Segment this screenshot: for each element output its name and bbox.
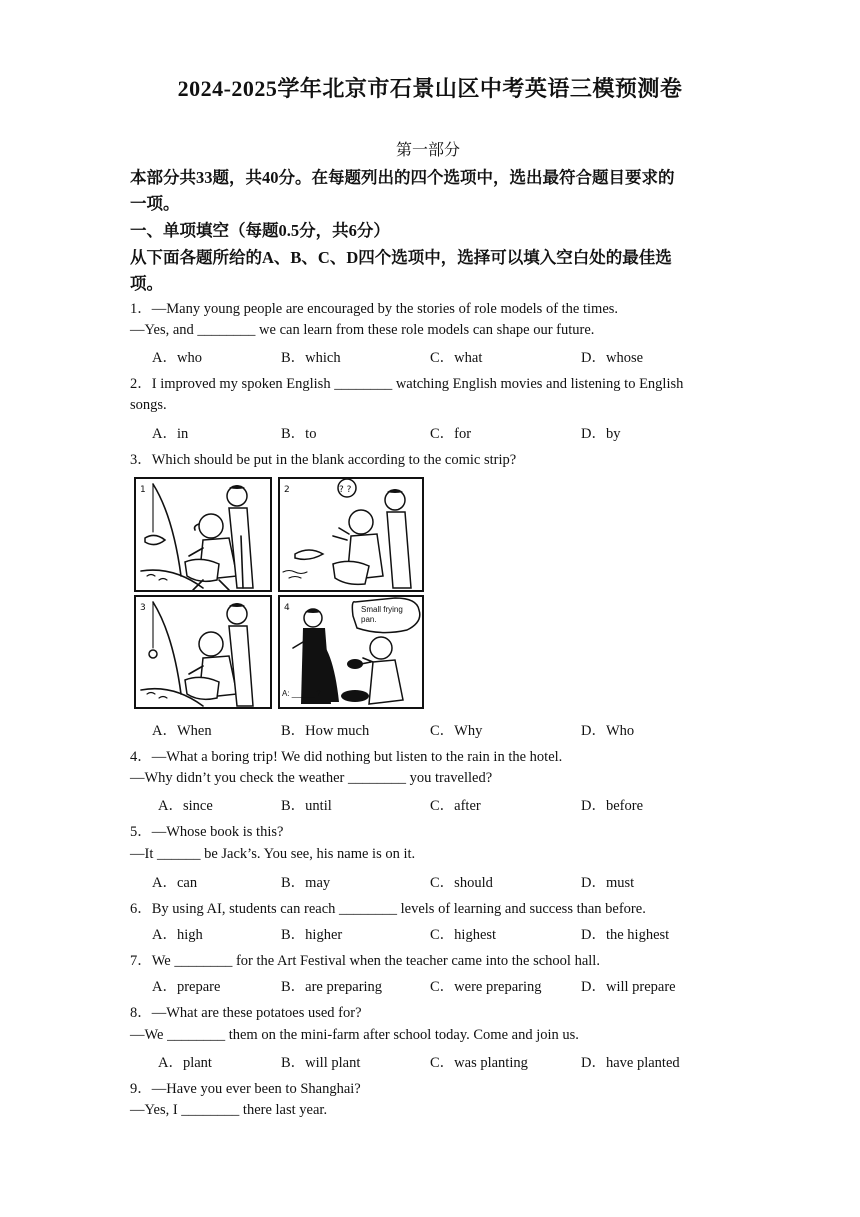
question-6-line-1: 6．By using AI, students can reach ________ levels of learning and success than before.: [130, 901, 646, 917]
comic-bubble-line-2: pan.: [361, 615, 377, 624]
question-5-option-c: C．should: [430, 875, 493, 891]
question-7-option-b: B．are preparing: [281, 979, 383, 995]
comic-question-marks: ? ?: [339, 485, 352, 495]
question-4-option-a: A．since: [158, 798, 213, 814]
comic-bubble-line-1: Small frying: [361, 605, 403, 614]
question-1-line-1: 1．—Many young people are encouraged by the stories of role models of the times.: [130, 301, 619, 317]
question-3-option-a: A．When: [152, 723, 212, 739]
question-3-option-d: D．Who: [581, 723, 635, 739]
comic-panel-1: [135, 478, 271, 591]
section-instruction-line-1: 从下面各题所给的A、B、C、D四个选项中，选择可以填入空白处的最佳选: [130, 248, 672, 267]
question-8-line-2: —We ________ them on the mini-farm after school today. Come and join us.: [130, 1027, 579, 1043]
question-7-line-1: 7．We ________ for the Art Festival when the teacher came into the school hall.: [130, 953, 600, 969]
question-3-line-1: 3．Which should be put in the blank according to the comic strip?: [130, 452, 517, 468]
question-8-option-c: C．was planting: [430, 1055, 528, 1071]
comic-caption: A: _____ ?: [282, 689, 321, 698]
question-6-option-b: B．higher: [281, 927, 343, 943]
question-4-line-2: —Why didn’t you check the weather ________ you travelled?: [130, 770, 493, 786]
question-2-option-a: A．in: [152, 426, 189, 442]
part-intro-line-1: 本部分共33题，共40分。在每题列出的四个选项中，选出最符合题目要求的: [130, 168, 675, 187]
comic-panel-number-1: 1: [140, 485, 146, 495]
question-1-line-2: —Yes, and ________ we can learn from these role models can shape our future.: [130, 322, 595, 338]
question-9-line-1: 9．—Have you ever been to Shanghai?: [130, 1081, 361, 1097]
question-6-option-c: C．highest: [430, 927, 497, 943]
question-6-option-d: D．the highest: [581, 927, 670, 943]
question-3-option-c: C．Why: [430, 723, 483, 739]
comic-panel-number-3: 3: [140, 603, 146, 613]
question-7-option-d: D．will prepare: [581, 979, 676, 995]
section-instruction-line-2: 项。: [130, 274, 163, 293]
question-1-option-d: D．whose: [581, 350, 644, 366]
question-4-option-d: D．before: [581, 798, 644, 814]
question-2-line-2: songs.: [130, 397, 167, 413]
question-8-option-d: D．have planted: [581, 1055, 680, 1071]
question-1-option-c: C．what: [430, 350, 483, 366]
question-5-option-a: A．can: [152, 875, 198, 891]
question-8-line-1: 8．—What are these potatoes used for?: [130, 1005, 362, 1021]
question-6-option-a: A．high: [152, 927, 203, 943]
question-2-option-d: D．by: [581, 426, 621, 442]
question-4-option-b: B．until: [281, 798, 332, 814]
question-9-line-2: —Yes, I ________ there last year.: [130, 1102, 328, 1118]
question-7-option-c: C．were preparing: [430, 979, 542, 995]
comic-panel-3: [135, 596, 271, 708]
comic-panel-number-2: 2: [284, 485, 290, 495]
comic-panel-4: [279, 596, 423, 708]
question-7-option-a: A．prepare: [152, 979, 221, 995]
part-heading: 第一部分: [396, 142, 461, 159]
page-title: 2024-2025学年北京市石景山区中考英语三模预测卷: [177, 76, 683, 101]
question-2-option-b: B．to: [281, 426, 317, 442]
question-5-option-b: B．may: [281, 875, 331, 891]
question-1-option-a: A．who: [152, 350, 202, 366]
question-8-option-a: A．plant: [158, 1055, 212, 1071]
question-1-option-b: B．which: [281, 350, 341, 366]
question-2-line-1: 2．I improved my spoken English ________ watching English movies and listening to English: [130, 376, 684, 392]
comic-panel-number-4: 4: [284, 603, 290, 613]
comic-strip: [133, 476, 426, 710]
question-8-option-b: B．will plant: [281, 1055, 361, 1071]
question-4-option-c: C．after: [430, 798, 481, 814]
question-3-option-b: B．How much: [281, 723, 370, 739]
question-5-option-d: D．must: [581, 875, 635, 891]
question-5-line-2: —It ______ be Jack’s. You see, his name is on it.: [130, 846, 416, 862]
question-5-line-1: 5．—Whose book is this?: [130, 824, 284, 840]
question-2-option-c: C．for: [430, 426, 472, 442]
comic-panel-2: [279, 478, 423, 591]
question-4-line-1: 4．—What a boring trip! We did nothing but listen to the rain in the hotel.: [130, 749, 563, 765]
part-intro-line-2: 一项。: [130, 194, 180, 213]
section-heading: 一、单项填空（每题0.5分，共6分）: [130, 221, 390, 240]
